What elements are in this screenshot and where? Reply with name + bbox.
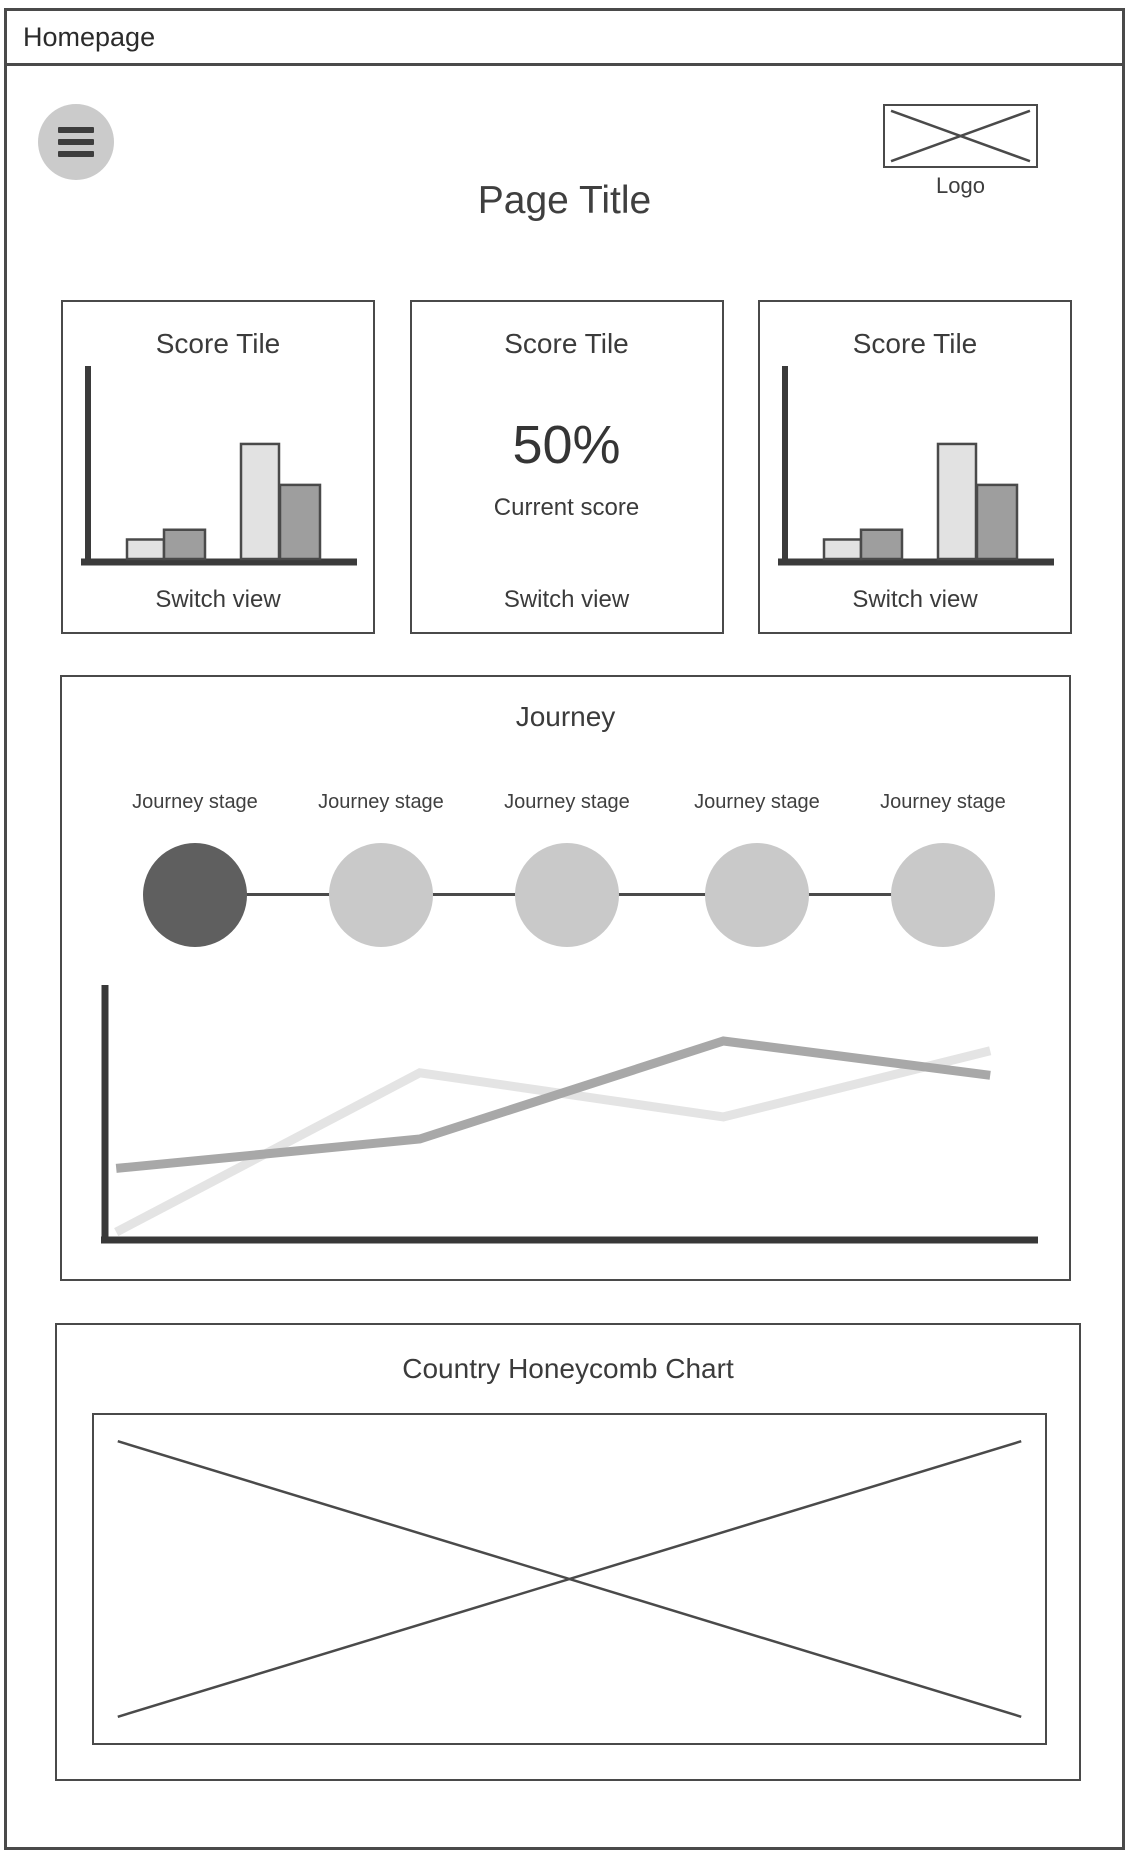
app-window [4, 8, 1125, 1850]
journey-stage-label: Journey stage [504, 791, 630, 813]
switch-view-button[interactable]: Switch view [503, 586, 630, 613]
switch-view-button[interactable]: Switch view [155, 586, 281, 613]
journey-stage-label: Journey stage [694, 791, 820, 813]
image-x-icon [94, 1415, 1045, 1743]
journey-stage-circle[interactable] [705, 843, 809, 947]
logo-label: Logo [936, 173, 985, 198]
journey-stage-label: Journey stage [880, 791, 1006, 813]
mini-bar-chart [81, 362, 361, 567]
journey-trend-line-chart [97, 983, 1040, 1248]
score-tile-1 [61, 300, 375, 634]
journey-stage-circle[interactable] [891, 843, 995, 947]
current-score-caption: Current score [493, 494, 640, 521]
window-titlebar [7, 11, 1122, 66]
current-score-value: 50% [512, 415, 621, 475]
journey-stage-circle[interactable] [329, 843, 433, 947]
score-tile-2 [410, 300, 724, 634]
journey-stage-label: Journey stage [318, 791, 444, 813]
score-tile-title: Score Tile [504, 328, 629, 359]
logo-image-placeholder[interactable] [883, 104, 1038, 168]
page-title: Page Title [477, 179, 652, 222]
score-tile-3 [758, 300, 1072, 634]
hamburger-icon [58, 139, 94, 145]
score-tile-title: Score Tile [852, 328, 978, 359]
journey-panel [60, 675, 1071, 1281]
image-x-icon [885, 106, 1036, 166]
journey-title: Journey [515, 701, 616, 732]
journey-stage-label: Journey stage [132, 791, 258, 813]
honeycomb-chart-placeholder [92, 1413, 1047, 1745]
score-tiles-row [61, 300, 1072, 634]
hamburger-menu-button[interactable] [38, 104, 114, 180]
mini-bar-chart [778, 362, 1058, 567]
journey-stage-circle[interactable] [143, 843, 247, 947]
honeycomb-panel [55, 1323, 1081, 1781]
score-tile-title: Score Tile [155, 328, 281, 359]
hamburger-icon [58, 151, 94, 157]
window-title: Homepage [23, 21, 156, 52]
journey-stage-circle[interactable] [515, 843, 619, 947]
switch-view-button[interactable]: Switch view [852, 586, 978, 613]
honeycomb-title: Country Honeycomb Chart [402, 1353, 734, 1384]
hamburger-icon [58, 127, 94, 133]
